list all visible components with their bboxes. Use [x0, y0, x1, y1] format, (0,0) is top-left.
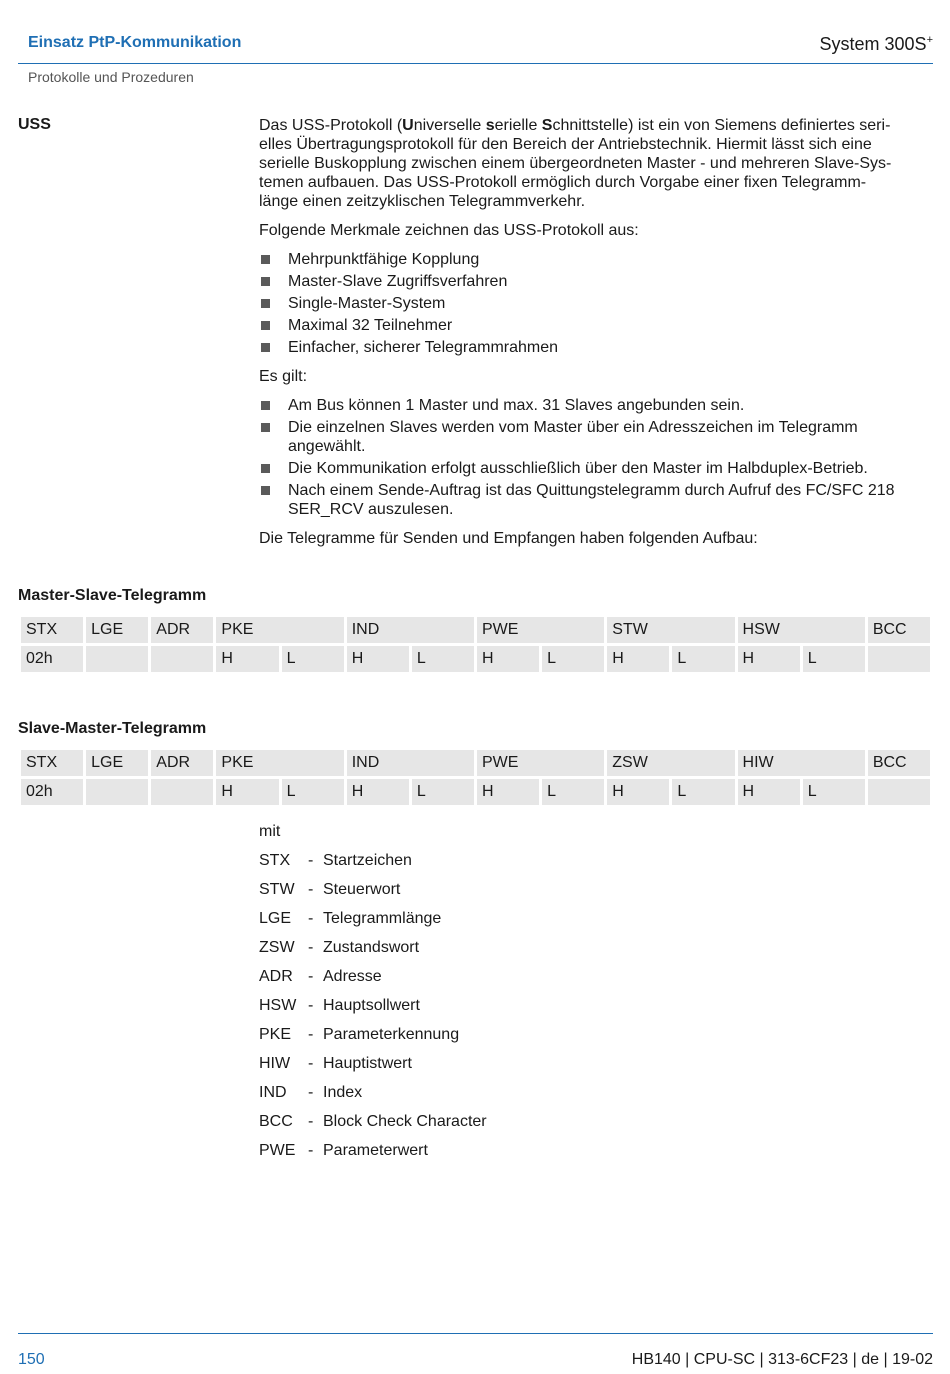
- bullet-square-icon: [261, 423, 270, 432]
- telegram-header-cell: BCC: [868, 617, 930, 643]
- telegram-header-cell: ZSW: [607, 750, 734, 776]
- intro-bold-s1: s: [485, 117, 495, 134]
- legend-abbr: STX: [259, 852, 291, 869]
- uss-body: [259, 116, 935, 558]
- master-slave-value-row: [21, 646, 930, 672]
- bullet-square-icon: [261, 255, 270, 264]
- telegram-value-cell: H: [738, 779, 800, 805]
- legend-dash: -: [308, 852, 314, 869]
- legend-row: [259, 967, 487, 996]
- legend-desc: Parameterwert: [323, 1142, 428, 1159]
- intro-text-1: Das USS-Protokoll (: [259, 117, 403, 134]
- telegram-header-cell: HIW: [738, 750, 865, 776]
- telegram-value-cell: [86, 779, 148, 805]
- telegram-value-cell: H: [738, 646, 800, 672]
- rule-item-text: Nach einem Sende-Auftrag ist das Quittungstelegramm durch Aufruf des FC/SFC 218 SER_RCV auszulesen.: [288, 482, 895, 518]
- slave-master-header-row: [21, 750, 930, 776]
- feature-item-text: Maximal 32 Teilnehmer: [288, 317, 453, 334]
- legend-desc: Zustandswort: [323, 939, 420, 956]
- bullet-square-icon: [261, 401, 270, 410]
- intro-text-2: niverselle: [413, 117, 486, 134]
- legend-row: [259, 851, 487, 880]
- legend-row: [259, 1083, 487, 1112]
- legend-row: [259, 1025, 487, 1054]
- telegram-value-cell: 02h: [21, 779, 83, 805]
- telegram-value-cell: [86, 646, 148, 672]
- features-list: [259, 250, 935, 357]
- footer-divider: [18, 1333, 933, 1334]
- intro-bold-u: U: [402, 117, 414, 134]
- intro-text-3: erielle: [494, 117, 542, 134]
- legend-dash: -: [308, 1113, 314, 1130]
- telegram-value-cell: H: [607, 646, 669, 672]
- features-lead: Folgende Merkmale zeichnen das USS-Protokoll aus:: [259, 222, 639, 239]
- telegram-value-cell: L: [542, 779, 604, 805]
- legend-row: [259, 909, 487, 938]
- telegram-header-cell: LGE: [86, 750, 148, 776]
- telegram-header-cell: LGE: [86, 617, 148, 643]
- rules-list: [259, 396, 935, 519]
- telegram-value-cell: 02h: [21, 646, 83, 672]
- intro-text-4: chnittstelle) ist ein von Siemens definiertes seri- elles Übertragungsprotokoll für den Bereich der Antriebstechnik. Hiermit lässt sich eine serielle Buskopplung zwischen einem übergeordneten Master - und mehreren Slave-Sys- temen aufbauen. Das USS-Protokoll ermöglich durch Vorgabe einer fixen Telegramm- länge einen zeitzyklischen Telegrammverkehr.: [259, 117, 892, 210]
- telegram-value-cell: L: [672, 646, 734, 672]
- feature-item: [259, 250, 935, 269]
- telegram-header-cell: PKE: [216, 617, 343, 643]
- legend-abbr: PWE: [259, 1142, 296, 1159]
- header-divider: [18, 63, 933, 64]
- feature-item-text: Einfacher, sicherer Telegrammrahmen: [288, 339, 559, 356]
- legend-desc: Parameterkennung: [323, 1026, 460, 1043]
- legend-dash: -: [308, 968, 314, 985]
- legend-desc: Block Check Character: [323, 1113, 487, 1130]
- telegram-header-cell: PWE: [477, 617, 604, 643]
- legend-abbr: STW: [259, 881, 295, 898]
- bullet-square-icon: [261, 486, 270, 495]
- telegram-value-cell: [151, 779, 213, 805]
- telegram-value-cell: [151, 646, 213, 672]
- rule-item-text: Am Bus können 1 Master und max. 31 Slaves angebunden sein.: [288, 397, 745, 414]
- legend-abbr: HSW: [259, 997, 297, 1014]
- telegram-value-cell: [868, 646, 930, 672]
- legend-row: [259, 1141, 487, 1170]
- section-title: Einsatz PtP-Kommunikation: [28, 34, 242, 51]
- telegram-value-cell: [868, 779, 930, 805]
- product-name: [820, 34, 934, 55]
- legend-abbr: BCC: [259, 1113, 293, 1130]
- telegram-header-cell: STX: [21, 750, 83, 776]
- telegram-header-cell: STX: [21, 617, 83, 643]
- legend-desc: Steuerwort: [323, 881, 401, 898]
- telegram-header-cell: BCC: [868, 750, 930, 776]
- feature-item: [259, 338, 935, 357]
- legend-dash: -: [308, 1026, 314, 1043]
- legend-lead: mit: [259, 823, 281, 840]
- legend-row: [259, 1054, 487, 1083]
- rules-lead: Es gilt:: [259, 368, 308, 385]
- feature-item: [259, 316, 935, 335]
- bullet-square-icon: [261, 343, 270, 352]
- telegram-value-cell: L: [672, 779, 734, 805]
- uss-side-title: USS: [18, 116, 51, 133]
- telegram-value-cell: H: [216, 779, 278, 805]
- legend-desc: Telegrammlänge: [323, 910, 442, 927]
- bullet-square-icon: [261, 464, 270, 473]
- legend-row: [259, 996, 487, 1025]
- document-id: HB140 | CPU-SC | 313-6CF23 | de | 19-02: [631, 1351, 933, 1368]
- feature-item-text: Master-Slave Zugriffsverfahren: [288, 273, 508, 290]
- rule-item: [259, 396, 935, 415]
- telegram-header-cell: IND: [347, 750, 474, 776]
- legend-desc: Hauptistwert: [323, 1055, 412, 1072]
- telegram-header-cell: PWE: [477, 750, 604, 776]
- telegram-value-cell: H: [347, 779, 409, 805]
- legend-row: [259, 880, 487, 909]
- legend-row: [259, 938, 487, 967]
- legend-desc: Hauptsollwert: [323, 997, 420, 1014]
- legend-row: [259, 1112, 487, 1141]
- slave-master-value-row: [21, 779, 930, 805]
- page-number: 150: [18, 1351, 45, 1368]
- rule-item: [259, 481, 935, 519]
- legend-desc: Index: [323, 1084, 363, 1101]
- intro-bold-s2: S: [541, 117, 553, 134]
- legend-abbr: LGE: [259, 910, 292, 927]
- feature-item: [259, 294, 935, 313]
- telegram-header-cell: PKE: [216, 750, 343, 776]
- legend-abbr: ADR: [259, 968, 293, 985]
- master-slave-table: [18, 614, 933, 675]
- slave-master-title: Slave-Master-Telegramm: [18, 720, 207, 737]
- bullet-square-icon: [261, 321, 270, 330]
- legend-dash: -: [308, 1084, 314, 1101]
- master-slave-header-row: [21, 617, 930, 643]
- legend-dash: -: [308, 881, 314, 898]
- telegram-header-cell: STW: [607, 617, 734, 643]
- telegram-value-cell: L: [803, 779, 865, 805]
- telegram-value-cell: H: [477, 646, 539, 672]
- legend-abbr: HIW: [259, 1055, 291, 1072]
- legend-dash: -: [308, 1055, 314, 1072]
- telegram-value-cell: H: [607, 779, 669, 805]
- master-slave-title: Master-Slave-Telegramm: [18, 587, 207, 604]
- telegram-value-cell: H: [216, 646, 278, 672]
- telegram-value-cell: L: [282, 646, 344, 672]
- product-name-sup: +: [926, 34, 933, 46]
- subsection-title: Protokolle und Prozeduren: [28, 69, 194, 85]
- telegram-value-cell: H: [347, 646, 409, 672]
- uss-intro-paragraph: [259, 116, 935, 211]
- rule-item: [259, 459, 935, 478]
- telegram-value-cell: L: [412, 779, 474, 805]
- product-name-text: System 300S: [819, 34, 927, 54]
- abbreviation-legend: [259, 822, 487, 1170]
- telegram-header-cell: ADR: [151, 750, 213, 776]
- rule-item-text: Die Kommunikation erfolgt ausschließlich über den Master im Halbduplex-Betrieb.: [288, 460, 868, 477]
- legend-abbr: IND: [259, 1084, 287, 1101]
- telegram-header-cell: IND: [347, 617, 474, 643]
- telegram-value-cell: L: [803, 646, 865, 672]
- bullet-square-icon: [261, 277, 270, 286]
- feature-item-text: Single-Master-System: [288, 295, 446, 312]
- telegram-value-cell: L: [282, 779, 344, 805]
- slave-master-table: [18, 747, 933, 808]
- feature-item: [259, 272, 935, 291]
- telegram-lead: Die Telegramme für Senden und Empfangen haben folgenden Aufbau:: [259, 530, 758, 547]
- legend-desc: Startzeichen: [323, 852, 412, 869]
- telegram-value-cell: L: [412, 646, 474, 672]
- legend-abbr: PKE: [259, 1026, 292, 1043]
- legend-dash: -: [308, 997, 314, 1014]
- legend-desc: Adresse: [323, 968, 382, 985]
- legend-dash: -: [308, 1142, 314, 1159]
- legend-dash: -: [308, 910, 314, 927]
- legend-dash: -: [308, 939, 314, 956]
- telegram-value-cell: H: [477, 779, 539, 805]
- rule-item-text: Die einzelnen Slaves werden vom Master über ein Adresszeichen im Telegramm angewählt.: [288, 419, 858, 455]
- rule-item: [259, 418, 935, 456]
- legend-abbr: ZSW: [259, 939, 295, 956]
- telegram-header-cell: HSW: [738, 617, 865, 643]
- bullet-square-icon: [261, 299, 270, 308]
- feature-item-text: Mehrpunktfähige Kopplung: [288, 251, 480, 268]
- telegram-header-cell: ADR: [151, 617, 213, 643]
- telegram-value-cell: L: [542, 646, 604, 672]
